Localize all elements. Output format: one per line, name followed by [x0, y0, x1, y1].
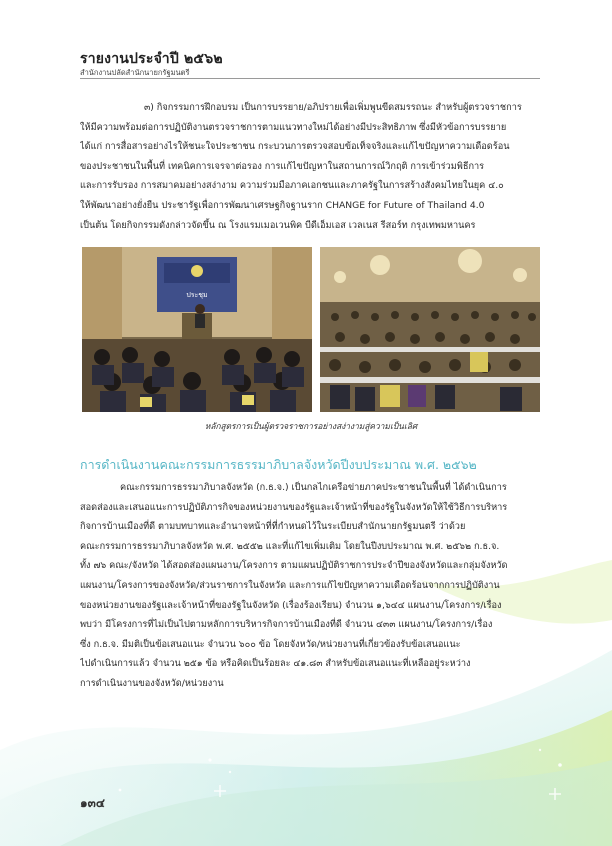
- paragraph-line: ของประชาชนในพื้นที่ เทคนิคการเจรจาต่อรอง การแก้ไขปัญหาในสถานการณ์วิกฤติ การเข้าร่วมพิธีการ: [80, 160, 485, 172]
- paragraph-line: ให้พัฒนาอย่างยั่งยืน ประชารัฐเพื่อการพัฒนาเศรษฐกิจฐานราก CHANGE for Future of Thailand 4.0: [80, 199, 485, 211]
- photo-caption: หลักสูตรการเป็นผู้ตรวจราชการอย่างสง่างามสู่ความเป็นเลิศ: [204, 421, 418, 431]
- paragraph-line: พบว่า มีโครงการที่ไม่เป็นไปตามหลักการบริหารกิจการบ้านเมืองที่ดี จำนวน ๔๓๓ แผนงาน/โครงการ/เรื่อง: [80, 619, 493, 631]
- training-activity-paragraph: [80, 98, 532, 235]
- paragraph-line: ให้มีความพร้อมต่อการปฏิบัติงานตรวจราชการตามแนวทางใหม่ได้อย่างมีประสิทธิภาพ ซึ่งมีหัวข้อการบรรยาย: [80, 121, 507, 133]
- page-number: ๑๓๔: [80, 796, 105, 810]
- header-divider: [80, 78, 540, 79]
- presentation-screen-title: ประชุม: [186, 291, 208, 299]
- paragraph-line: เป็นต้น โดยกิจกรรมดังกล่าวจัดขึ้น ณ โรงแรมเมอเวนพิค บีดีเอ็มเอส เวลเนส รีสอร์ท กรุงเทพมหานคร: [80, 219, 476, 231]
- paragraph-line: ทั้ง ๗๖ คณะ/จังหวัด ได้สอดส่องแผนงาน/โครงการ ตามแผนปฏิบัติราชการประจำปีของจังหวัดและกลุ่มจังหวัด: [80, 560, 508, 572]
- paragraph-line: แผนงาน/โครงการของจังหวัด/ส่วนราชการในจังหวัด และการแก้ไขปัญหาความเดือดร้อนจากการปฏิบัติงาน: [80, 579, 500, 591]
- paragraph-line: การดำเนินงานของจังหวัด/หน่วยงาน: [80, 677, 224, 689]
- paragraph-line: ได้แก่ การสื่อสารอย่างไรให้ชนะใจประชาชน กระบวนการตรวจสอบข้อเท็จจริงและแก้ไขปัญหาความเดือดร้อน: [80, 141, 510, 153]
- governance-committee-paragraph: [80, 478, 532, 694]
- paragraph-line: คณะกรรมการธรรมาภิบาลจังหวัด พ.ศ. ๒๕๕๒ และที่แก้ไขเพิ่มเติม โดยในปีงบประมาณ พ.ศ. ๒๕๖๒ ก.ธ.จ.: [80, 540, 500, 552]
- paragraph-line: ของหน่วยงานของรัฐและเจ้าหน้าที่ของรัฐในจังหวัด (เรื่องร้องเรียน) จำนวน ๑,๖๔๔ แผนงาน/โครงการ/เรื่อง: [80, 599, 502, 611]
- paragraph-line: ซึ่ง ก.ธ.จ. มีมติเป็นข้อเสนอแนะ จำนวน ๖๐๐ ข้อ โดยจังหวัด/หน่วยงานที่เกี่ยวข้องรับข้อเสนอแนะ: [80, 638, 461, 650]
- paragraph-line: สอดส่องและเสนอแนะการปฏิบัติภารกิจของหน่วยงานของรัฐและเจ้าหน้าที่ของรัฐในจังหวัดให้ใช้วิธีการบริหาร: [80, 501, 508, 513]
- department-subtitle: สำนักงานปลัดสำนักนายกรัฐมนตรี: [80, 68, 190, 77]
- paragraph-line: คณะกรรมการธรรมาภิบาลจังหวัด (ก.ธ.จ.) เป็นกลไกเครือข่ายภาคประชาชนในพื้นที่ ได้ดำเนินการ: [120, 482, 507, 493]
- training-session-photo-right: [320, 247, 540, 412]
- paragraph-line: และการรับรอง การสมาคมอย่างสง่างาม ความร่วมมือภาคเอกชนและภาครัฐในการสร้างสังคมไทยในยุค ๔.๐: [80, 180, 504, 192]
- paragraph-line: กิจการบ้านเมืองที่ดี ตามบทบาทและอำนาจหน้าที่ที่กำหนดไว้ในระเบียบสำนักนายกรัฐมนตรี ว่าด้วย: [80, 521, 466, 533]
- paragraph-line: ๓) กิจกรรมการฝึกอบรม เป็นการบรรยาย/อภิปรายเพื่อเพิ่มพูนขีดสมรรถนะ สำหรับผู้ตรวจราชการ: [144, 102, 522, 113]
- report-title: รายงานประจำปี ๒๕๖๒: [80, 51, 223, 67]
- paragraph-line: ไปดำเนินการแล้ว จำนวน ๒๕๑ ข้อ หรือคิดเป็นร้อยละ ๔๑.๘๓ สำหรับข้อเสนอแนะที่เหลืออยู่ระหว่าง: [80, 658, 471, 670]
- training-session-photo-left: [82, 247, 312, 412]
- section-heading: การดำเนินงานคณะกรรมการธรรมาภิบาลจังหวัดปีงบประมาณ พ.ศ. ๒๕๖๒: [80, 457, 477, 472]
